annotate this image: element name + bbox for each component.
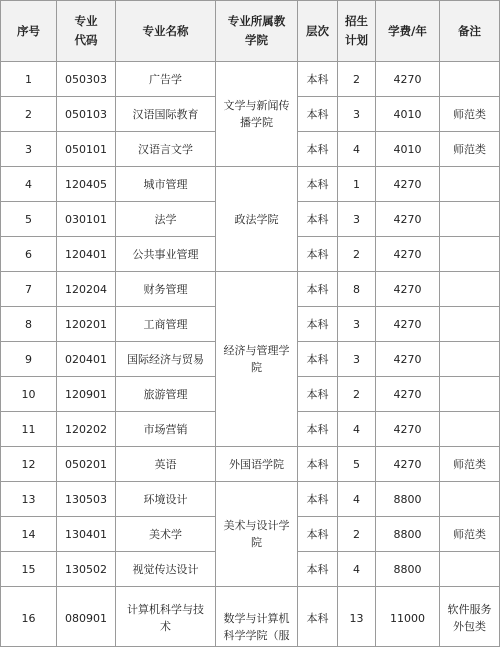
cell-major: 视觉传达设计 — [116, 552, 216, 587]
cell-level: 本科 — [298, 377, 338, 412]
table-row — [1, 167, 500, 202]
cell-note — [440, 307, 500, 342]
cell-plan: 3 — [338, 307, 376, 342]
college-text: 经济与管理学 院 — [223, 344, 290, 374]
cell-fee: 4270 — [376, 307, 440, 342]
cell-fee: 8800 — [376, 517, 440, 552]
table-row — [1, 272, 500, 307]
cell-level: 本科 — [298, 237, 338, 272]
cell-seq: 15 — [1, 552, 57, 587]
cell-code: 120405 — [57, 167, 116, 202]
cell-major: 旅游管理 — [116, 377, 216, 412]
cell-plan: 3 — [338, 202, 376, 237]
cell-fee: 4270 — [376, 342, 440, 377]
cell-code: 120901 — [57, 377, 116, 412]
cell-code: 120204 — [57, 272, 116, 307]
college-text: 数学与计算机 科学学院（服 — [223, 612, 290, 642]
cell-note: 师范类 — [440, 97, 500, 132]
cell-seq: 5 — [1, 202, 57, 237]
cell-note: 师范类 — [440, 517, 500, 552]
college-text: 文学与新闻传 播学院 — [223, 99, 290, 129]
table-row — [1, 482, 500, 517]
cell-fee: 4270 — [376, 412, 440, 447]
cell-note — [440, 272, 500, 307]
cell-seq: 10 — [1, 377, 57, 412]
cell-fee: 4270 — [376, 167, 440, 202]
cell-level: 本科 — [298, 412, 338, 447]
cell-college — [216, 167, 298, 272]
header-plan-text: 招生 计划 — [345, 14, 368, 47]
cell-plan: 1 — [338, 167, 376, 202]
cell-plan: 5 — [338, 447, 376, 482]
header-code — [57, 1, 116, 62]
cell-fee: 4270 — [376, 202, 440, 237]
header-note: 备注 — [440, 1, 500, 62]
cell-level: 本科 — [298, 62, 338, 97]
header-major: 专业名称 — [116, 1, 216, 62]
cell-plan: 3 — [338, 97, 376, 132]
cell-fee: 4010 — [376, 97, 440, 132]
header-fee: 学费/年 — [376, 1, 440, 62]
header-college-text: 专业所属教 学院 — [227, 14, 286, 47]
college-text: 外国语学院 — [229, 457, 284, 471]
cell-seq: 2 — [1, 97, 57, 132]
cell-plan: 4 — [338, 412, 376, 447]
cell-level: 本科 — [298, 132, 338, 167]
cell-fee: 4270 — [376, 272, 440, 307]
cell-college — [216, 447, 298, 482]
cell-level: 本科 — [298, 97, 338, 132]
note-text: 软件服务 外包类 — [447, 603, 492, 633]
cell-code: 050101 — [57, 132, 116, 167]
cell-seq: 7 — [1, 272, 57, 307]
cell-note — [440, 202, 500, 237]
cell-level: 本科 — [298, 587, 338, 647]
cell-level: 本科 — [298, 342, 338, 377]
header-college — [216, 1, 298, 62]
cell-plan: 4 — [338, 132, 376, 167]
cell-plan: 3 — [338, 342, 376, 377]
cell-code: 120201 — [57, 307, 116, 342]
cell-note — [440, 167, 500, 202]
cell-level: 本科 — [298, 307, 338, 342]
cell-note — [440, 342, 500, 377]
cell-major: 汉语言文学 — [116, 132, 216, 167]
cell-college — [216, 62, 298, 167]
cell-note — [440, 377, 500, 412]
cell-note: 师范类 — [440, 447, 500, 482]
cell-level: 本科 — [298, 447, 338, 482]
cell-level: 本科 — [298, 272, 338, 307]
cell-note — [440, 482, 500, 517]
major-text: 计算机科学与技 术 — [127, 603, 204, 633]
cell-fee: 4010 — [376, 132, 440, 167]
cell-major: 广告学 — [116, 62, 216, 97]
cell-level: 本科 — [298, 517, 338, 552]
college-text: 美术与设计学 院 — [223, 519, 290, 549]
cell-plan: 8 — [338, 272, 376, 307]
cell-major: 城市管理 — [116, 167, 216, 202]
cell-seq: 16 — [1, 587, 57, 647]
header-level: 层次 — [298, 1, 338, 62]
cell-major: 汉语国际教育 — [116, 97, 216, 132]
cell-note: 师范类 — [440, 132, 500, 167]
cell-code: 120202 — [57, 412, 116, 447]
cell-fee: 8800 — [376, 552, 440, 587]
cell-code: 130502 — [57, 552, 116, 587]
cell-plan: 2 — [338, 237, 376, 272]
cell-note — [440, 552, 500, 587]
cell-code: 130503 — [57, 482, 116, 517]
cell-fee: 11000 — [376, 587, 440, 647]
cell-code: 050103 — [57, 97, 116, 132]
cell-major: 环境设计 — [116, 482, 216, 517]
cell-major: 财务管理 — [116, 272, 216, 307]
cell-major: 国际经济与贸易 — [116, 342, 216, 377]
cell-code: 130401 — [57, 517, 116, 552]
cell-seq: 8 — [1, 307, 57, 342]
cell-seq: 6 — [1, 237, 57, 272]
cell-major: 公共事业管理 — [116, 237, 216, 272]
cell-plan: 2 — [338, 62, 376, 97]
table-row — [1, 447, 500, 482]
cell-seq: 4 — [1, 167, 57, 202]
cell-college — [216, 272, 298, 447]
cell-level: 本科 — [298, 202, 338, 237]
cell-code: 020401 — [57, 342, 116, 377]
cell-major: 法学 — [116, 202, 216, 237]
cell-fee: 4270 — [376, 377, 440, 412]
cell-seq: 3 — [1, 132, 57, 167]
cell-plan: 13 — [338, 587, 376, 647]
cell-major: 市场营销 — [116, 412, 216, 447]
cell-seq: 14 — [1, 517, 57, 552]
cell-fee: 4270 — [376, 62, 440, 97]
cell-code: 080901 — [57, 587, 116, 647]
cell-plan: 4 — [338, 482, 376, 517]
table-header-row — [1, 1, 500, 62]
header-seq: 序号 — [1, 1, 57, 62]
cell-plan: 4 — [338, 552, 376, 587]
cell-code: 050303 — [57, 62, 116, 97]
cell-seq: 11 — [1, 412, 57, 447]
cell-major: 英语 — [116, 447, 216, 482]
cell-seq: 1 — [1, 62, 57, 97]
cell-code: 030101 — [57, 202, 116, 237]
cell-fee: 4270 — [376, 237, 440, 272]
cell-note — [440, 62, 500, 97]
cell-plan: 2 — [338, 377, 376, 412]
cell-plan: 2 — [338, 517, 376, 552]
header-code-text: 专业 代码 — [74, 14, 98, 47]
cell-code: 120401 — [57, 237, 116, 272]
cell-college — [216, 482, 298, 587]
cell-major: 美术学 — [116, 517, 216, 552]
cell-seq: 9 — [1, 342, 57, 377]
cell-level: 本科 — [298, 552, 338, 587]
cell-code: 050201 — [57, 447, 116, 482]
cell-note — [440, 237, 500, 272]
cell-seq: 13 — [1, 482, 57, 517]
table-row — [1, 62, 500, 97]
cell-level: 本科 — [298, 167, 338, 202]
cell-fee: 8800 — [376, 482, 440, 517]
cell-level: 本科 — [298, 482, 338, 517]
cell-major: 工商管理 — [116, 307, 216, 342]
header-plan — [338, 1, 376, 62]
cell-note — [440, 412, 500, 447]
cell-seq: 12 — [1, 447, 57, 482]
cell-fee: 4270 — [376, 447, 440, 482]
college-text: 政法学院 — [234, 212, 279, 226]
